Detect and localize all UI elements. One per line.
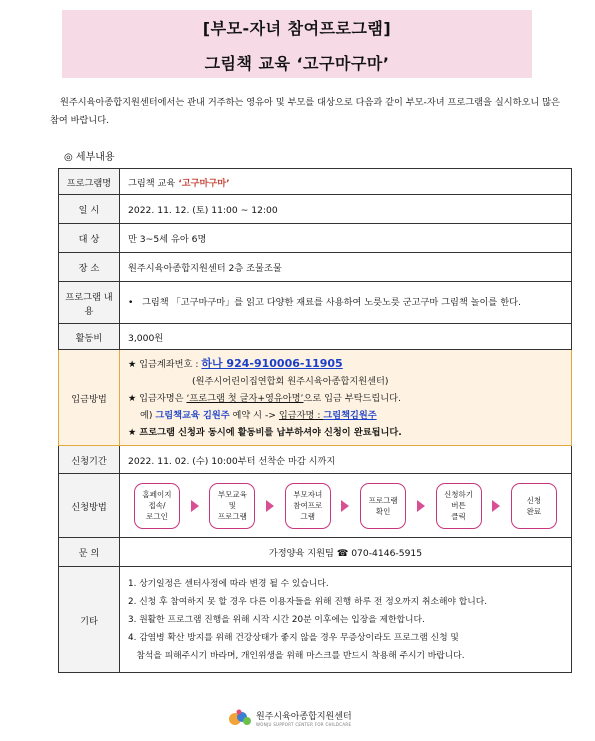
arrow-right-icon [191,500,199,512]
value-content [120,282,572,324]
row-program [59,169,572,195]
example-prefix: 예) [140,409,156,421]
row-place [59,253,572,282]
example-mid: 예약 시 -> [229,409,279,421]
payment-name-suffix: 으로 입금 부탁드립니다. [303,392,401,404]
row-fee [59,324,572,350]
value-place: 원주시육아종합지원센터 2층 조물조물 [120,253,572,282]
label-period: 신청기간 [59,446,120,474]
payment-name-format: ‘프로그램 첫 글자+영유아명’ [186,392,304,404]
application-flow [128,483,563,529]
value-target: 만 3~5세 유아 6명 [120,224,572,253]
details-table [58,168,572,673]
notes-list [128,575,563,665]
step-parent-child-program [285,483,331,529]
step-label: 부모자녀 참여프로 그램 [293,490,323,521]
label-payment: 입금방법 [59,350,120,446]
example-reservation: 그림책교육 김원주 [155,409,230,421]
payment-notice: ★ 프로그램 신청과 동시에 활동비를 납부하셔야 신청이 완료됩니다. [128,426,402,438]
value-method [120,474,572,538]
step-label: 신청 완료 [526,495,542,516]
example-depositor: 그림책김원주 [323,409,377,421]
program-title: ‘고구마구마’ [178,177,230,189]
label-date: 일 시 [59,195,120,224]
row-content [59,282,572,324]
value-period: 2022. 11. 02. (수) 10:00부터 선착순 마감 시까지 [120,446,572,474]
step-program-check [360,483,406,529]
row-target [59,224,572,253]
section-title: ◎ 세부내용 [64,152,115,163]
page-title-line1: [부모-자녀 참여프로그램] [202,19,392,38]
step-apply-button [436,483,482,529]
value-payment [120,350,572,446]
list-item: 4. 감염병 확산 방지를 위해 건강상태가 좋지 않을 경우 무증상이라도 프로그램 신청 및 [128,632,459,643]
row-etc [59,567,572,673]
bullet-icon: • [128,297,134,308]
list-item: 참석을 피해주시기 바라며, 개인위생을 위해 마스크를 반드시 착용해 주시기 바랍니다. [128,650,465,661]
arrow-right-icon [492,500,500,512]
row-date [59,195,572,224]
label-content: 프로그램 내용 [59,282,120,324]
footer-logo-subtext: WONJU SUPPORT CENTER FOR CHILDCARE [256,722,352,727]
payment-account-prefix: ★ 입금계좌번호 : [128,358,202,370]
page-title-line2: 그림책 교육 ‘고구마구마’ [204,54,390,73]
arrow-right-icon [266,500,274,512]
row-payment [59,350,572,446]
label-contact: 문 의 [59,538,120,567]
list-item: 3. 원활한 프로그램 진행을 위해 시작 시간 20분 이후에는 입장을 제한합니다. [128,614,425,625]
step-label: 신청하기 버튼 클릭 [444,490,473,521]
payment-account: 하나 924-910006-11905 [201,356,343,370]
value-contact: 가정양육 지원팀 ☎ 070-4146-5915 [120,538,572,567]
step-label: 홈페이지 접속/ 로그인 [142,490,172,521]
payment-name-prefix: ★ 입금자명은 [128,392,187,404]
step-parent-education [209,483,255,529]
row-contact [59,538,572,567]
label-fee: 활동비 [59,324,120,350]
title-banner [62,10,532,78]
intro-text: 원주시육아종합지원센터에서는 관내 거주하는 영유아 및 부모를 대상으로 다음과 같이 부모-자녀 프로그램을 실시하오니 많은 참여 바랍니다. [50,97,560,126]
center-logo-icon [228,708,252,728]
example-depositor-label: 입금자명 : [278,409,324,421]
label-program: 프로그램명 [59,169,120,195]
value-etc [120,567,572,673]
arrow-right-icon [417,500,425,512]
step-complete [511,483,557,529]
program-prefix: 그림책 교육 [128,177,179,189]
value-date: 2022. 11. 12. (토) 11:00 ~ 12:00 [120,195,572,224]
content-text: 그림책 「고구마구마」를 읽고 다양한 재료를 사용하여 노릇노릇 군고구마 그림책 놀이를 한다. [142,297,521,308]
arrow-right-icon [341,500,349,512]
row-period [59,446,572,474]
value-fee: 3,000원 [120,324,572,350]
row-method [59,474,572,538]
footer-logo [228,708,352,728]
label-target: 대 상 [59,224,120,253]
footer-logo-text: 원주시육아종합지원센터 [256,712,352,722]
payment-account-holder: (원주시어린이집연합회 원주시육아종합지원센터) [192,375,389,387]
step-homepage-login [134,483,180,529]
label-method: 신청방법 [59,474,120,538]
label-place: 장 소 [59,253,120,282]
step-label: 부모교육 및 프로그램 [217,490,247,521]
value-program [120,169,572,195]
step-label: 프로그램 확인 [368,495,398,516]
list-item: 1. 상기일정은 센터사정에 따라 변경 될 수 있습니다. [128,578,329,589]
list-item: 2. 신청 후 참여하지 못 할 경우 다른 이용자들을 위해 진행 하루 전 정오까지 취소해야 합니다. [128,596,488,607]
label-etc: 기타 [59,567,120,673]
